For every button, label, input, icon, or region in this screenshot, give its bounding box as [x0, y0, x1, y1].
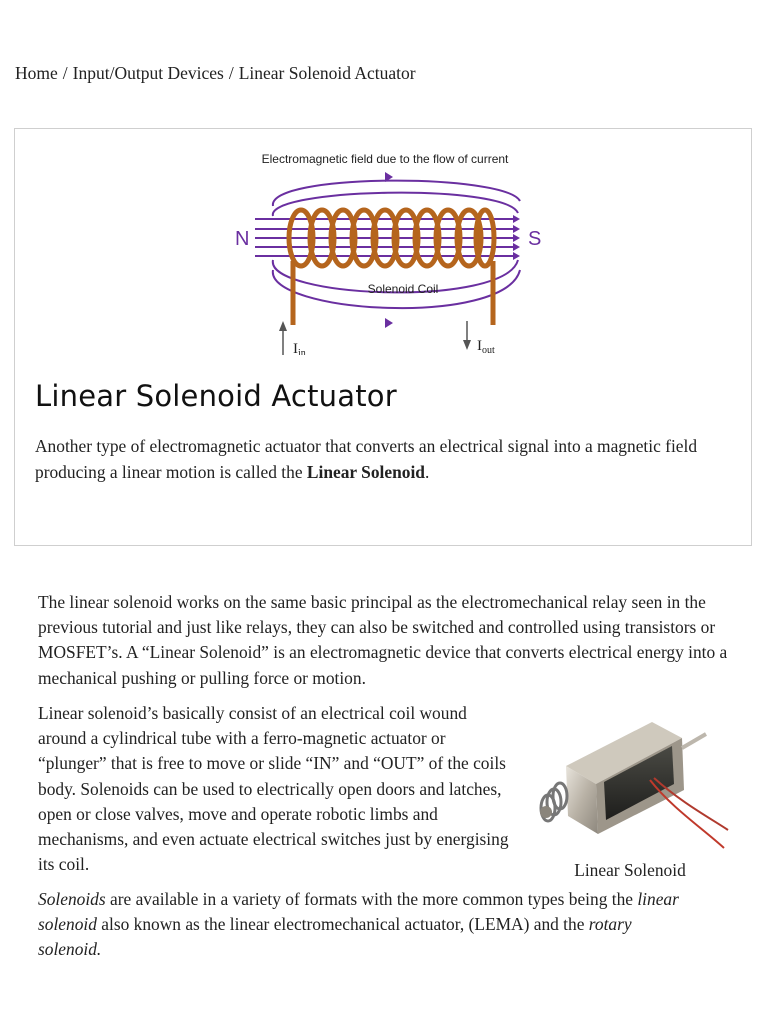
coil-label: Solenoid Coil: [367, 282, 439, 296]
paragraph-construction: Linear solenoid’s basically consist of an electrical coil wound around a cylindrical tube with a ferro-magnetic actuator or “plunger” that is free to move or slide “IN” and “OUT” of the coils body. Solenoids can be used to electrically open doors and latches, open or close valves, move and operate robotic limbs and mechanisms, and even actuate electrical switches just by energising its coil.: [38, 703, 509, 875]
breadcrumb-category-link[interactable]: Input/Output Devices: [72, 63, 224, 83]
image-caption: Linear Solenoid: [574, 860, 686, 880]
breadcrumb-separator: /: [228, 63, 234, 83]
linear-solenoid-image: [532, 708, 732, 858]
intro-paragraph: Another type of electromagnetic actuator that converts an electrical signal into a magnetic field producing a linear motion is called the Linear Solenoid.: [35, 436, 698, 482]
solenoid-field-diagram: [215, 143, 555, 355]
page-title: Linear Solenoid Actuator: [35, 379, 397, 413]
current-out-label: $I_{out}$: [477, 338, 495, 355]
breadcrumb-separator: /: [62, 63, 68, 83]
pole-south-label: S: [528, 228, 542, 250]
current-out-arrow-icon: [463, 321, 471, 350]
paragraph-solenoid-types: Solenoids are available in a variety of formats with the more common types being the linear solenoid also known as the linear electromechanical actuator, (LEMA) and the rotary solenoid.: [38, 889, 679, 960]
current-in-arrow-icon: [279, 321, 287, 355]
diagram-caption: Electromagnetic field due to the flow of current: [261, 152, 509, 166]
pole-north-label: N: [235, 228, 250, 250]
paragraph-principle: The linear solenoid works on the same basic principal as the electromechanical relay seen in the previous tutorial and just like relays, they can also be switched and controlled using transistors or MOSFET’s. A “Linear Solenoid” is an electromagnetic device that converts electrical energy into a mechanical pushing or pulling force or motion.: [38, 592, 728, 688]
breadcrumb: [15, 63, 416, 84]
current-out-subscript: out: [482, 345, 495, 355]
linear-solenoid-term: Linear Solenoid: [306, 461, 425, 482]
breadcrumb-home-link[interactable]: Home: [15, 63, 58, 83]
breadcrumb-current: Linear Solenoid Actuator: [238, 63, 416, 83]
current-in-label: $I_{in}$: [293, 341, 306, 355]
intro-card: [14, 128, 752, 546]
current-in-subscript: in: [298, 348, 306, 355]
